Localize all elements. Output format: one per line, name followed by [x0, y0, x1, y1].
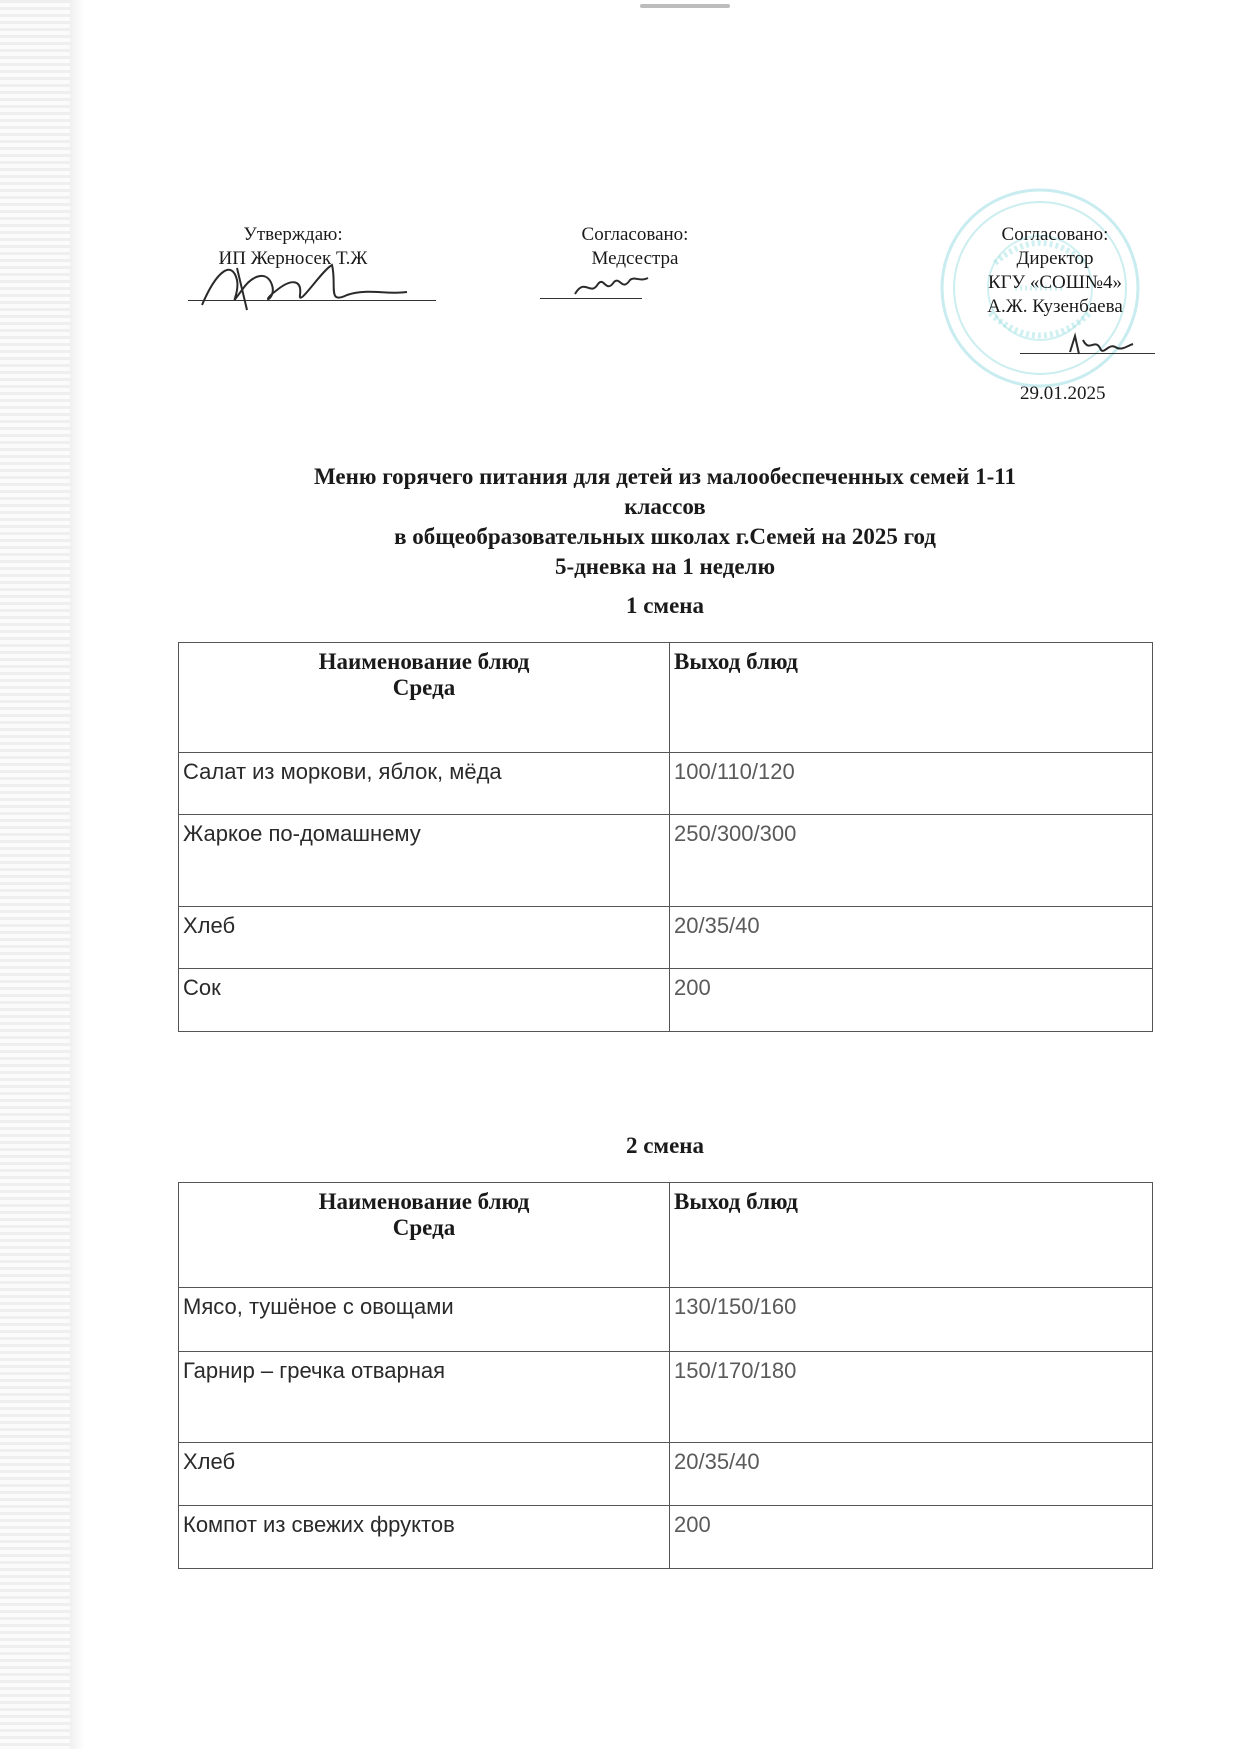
dish-output: 200 [670, 1506, 1153, 1569]
approval-label: Утверждаю: [243, 224, 343, 245]
table-row [179, 1352, 1153, 1443]
header-day: Среда [392, 675, 456, 700]
approval-signer: ИП Жерносек Т.Ж [218, 248, 368, 269]
dish-name: Салат из моркови, яблок, мёда [179, 753, 670, 815]
dish-name: Хлеб [179, 907, 670, 969]
dish-output: 150/170/180 [670, 1352, 1153, 1443]
handwritten-signature [1065, 332, 1135, 358]
title-line-1: Меню горячего питания для детей из малообеспеченных семей 1-11 [314, 464, 1016, 489]
dish-output: 20/35/40 [670, 907, 1153, 969]
table-row [179, 815, 1153, 907]
header-name: Наименование блюд [318, 1189, 530, 1214]
approval-label: Согласовано: [1001, 224, 1109, 245]
dish-output: 250/300/300 [670, 815, 1153, 907]
scan-margin-shadow [70, 0, 84, 1749]
header-output: Выход блюд [670, 643, 1153, 753]
dish-name: Компот из свежих фруктов [179, 1506, 670, 1569]
approval-signer: Медсестра [591, 248, 679, 269]
shift-1-label: 1 смена [625, 593, 705, 618]
table-row [179, 753, 1153, 815]
header-day: Среда [392, 1215, 456, 1240]
table-header-row [179, 1183, 1153, 1288]
approval-signer-name: А.Ж. Кузенбаева [987, 296, 1123, 317]
dish-name: Мясо, тушёное с овощами [179, 1288, 670, 1352]
dish-output: 200 [670, 969, 1153, 1032]
table-row [179, 1288, 1153, 1352]
table-row [179, 907, 1153, 969]
document-date: 29.01.2025 [1020, 383, 1106, 404]
approval-organization: КГУ «СОШ№4» [987, 272, 1123, 293]
dish-output: 100/110/120 [670, 753, 1153, 815]
table-row [179, 969, 1153, 1032]
table-header-row [179, 643, 1153, 753]
handwritten-signature [182, 250, 412, 320]
header-dish-name [179, 643, 670, 753]
header-name: Наименование блюд [318, 649, 530, 674]
dish-name: Гарнир – гречка отварная [179, 1352, 670, 1443]
dish-name: Хлеб [179, 1443, 670, 1506]
document-title [176, 462, 1154, 582]
scan-top-mark [640, 4, 730, 8]
menu-table-shift-2 [178, 1182, 1153, 1569]
dish-name: Жаркое по-домашнему [179, 815, 670, 907]
approval-block-nurse [540, 223, 730, 271]
scan-margin-artifact [0, 0, 70, 1749]
title-line-2: классов [624, 494, 706, 519]
table-row [179, 1443, 1153, 1506]
dish-output: 20/35/40 [670, 1443, 1153, 1506]
approval-block-director [955, 223, 1155, 319]
dish-output: 130/150/160 [670, 1288, 1153, 1352]
approval-label: Согласовано: [581, 224, 689, 245]
header-output: Выход блюд [670, 1183, 1153, 1288]
dish-name: Сок [179, 969, 670, 1032]
title-line-4: 5-дневка на 1 неделю [554, 554, 776, 579]
menu-table-shift-1 [178, 642, 1153, 1032]
table-row [179, 1506, 1153, 1569]
header-dish-name [179, 1183, 670, 1288]
approval-signer-title: Директор [1016, 248, 1094, 269]
title-line-3: в общеобразовательных школах г.Семей на 2025 год [394, 524, 936, 549]
handwritten-signature [570, 272, 650, 302]
shift-2-label: 2 смена [625, 1133, 705, 1158]
